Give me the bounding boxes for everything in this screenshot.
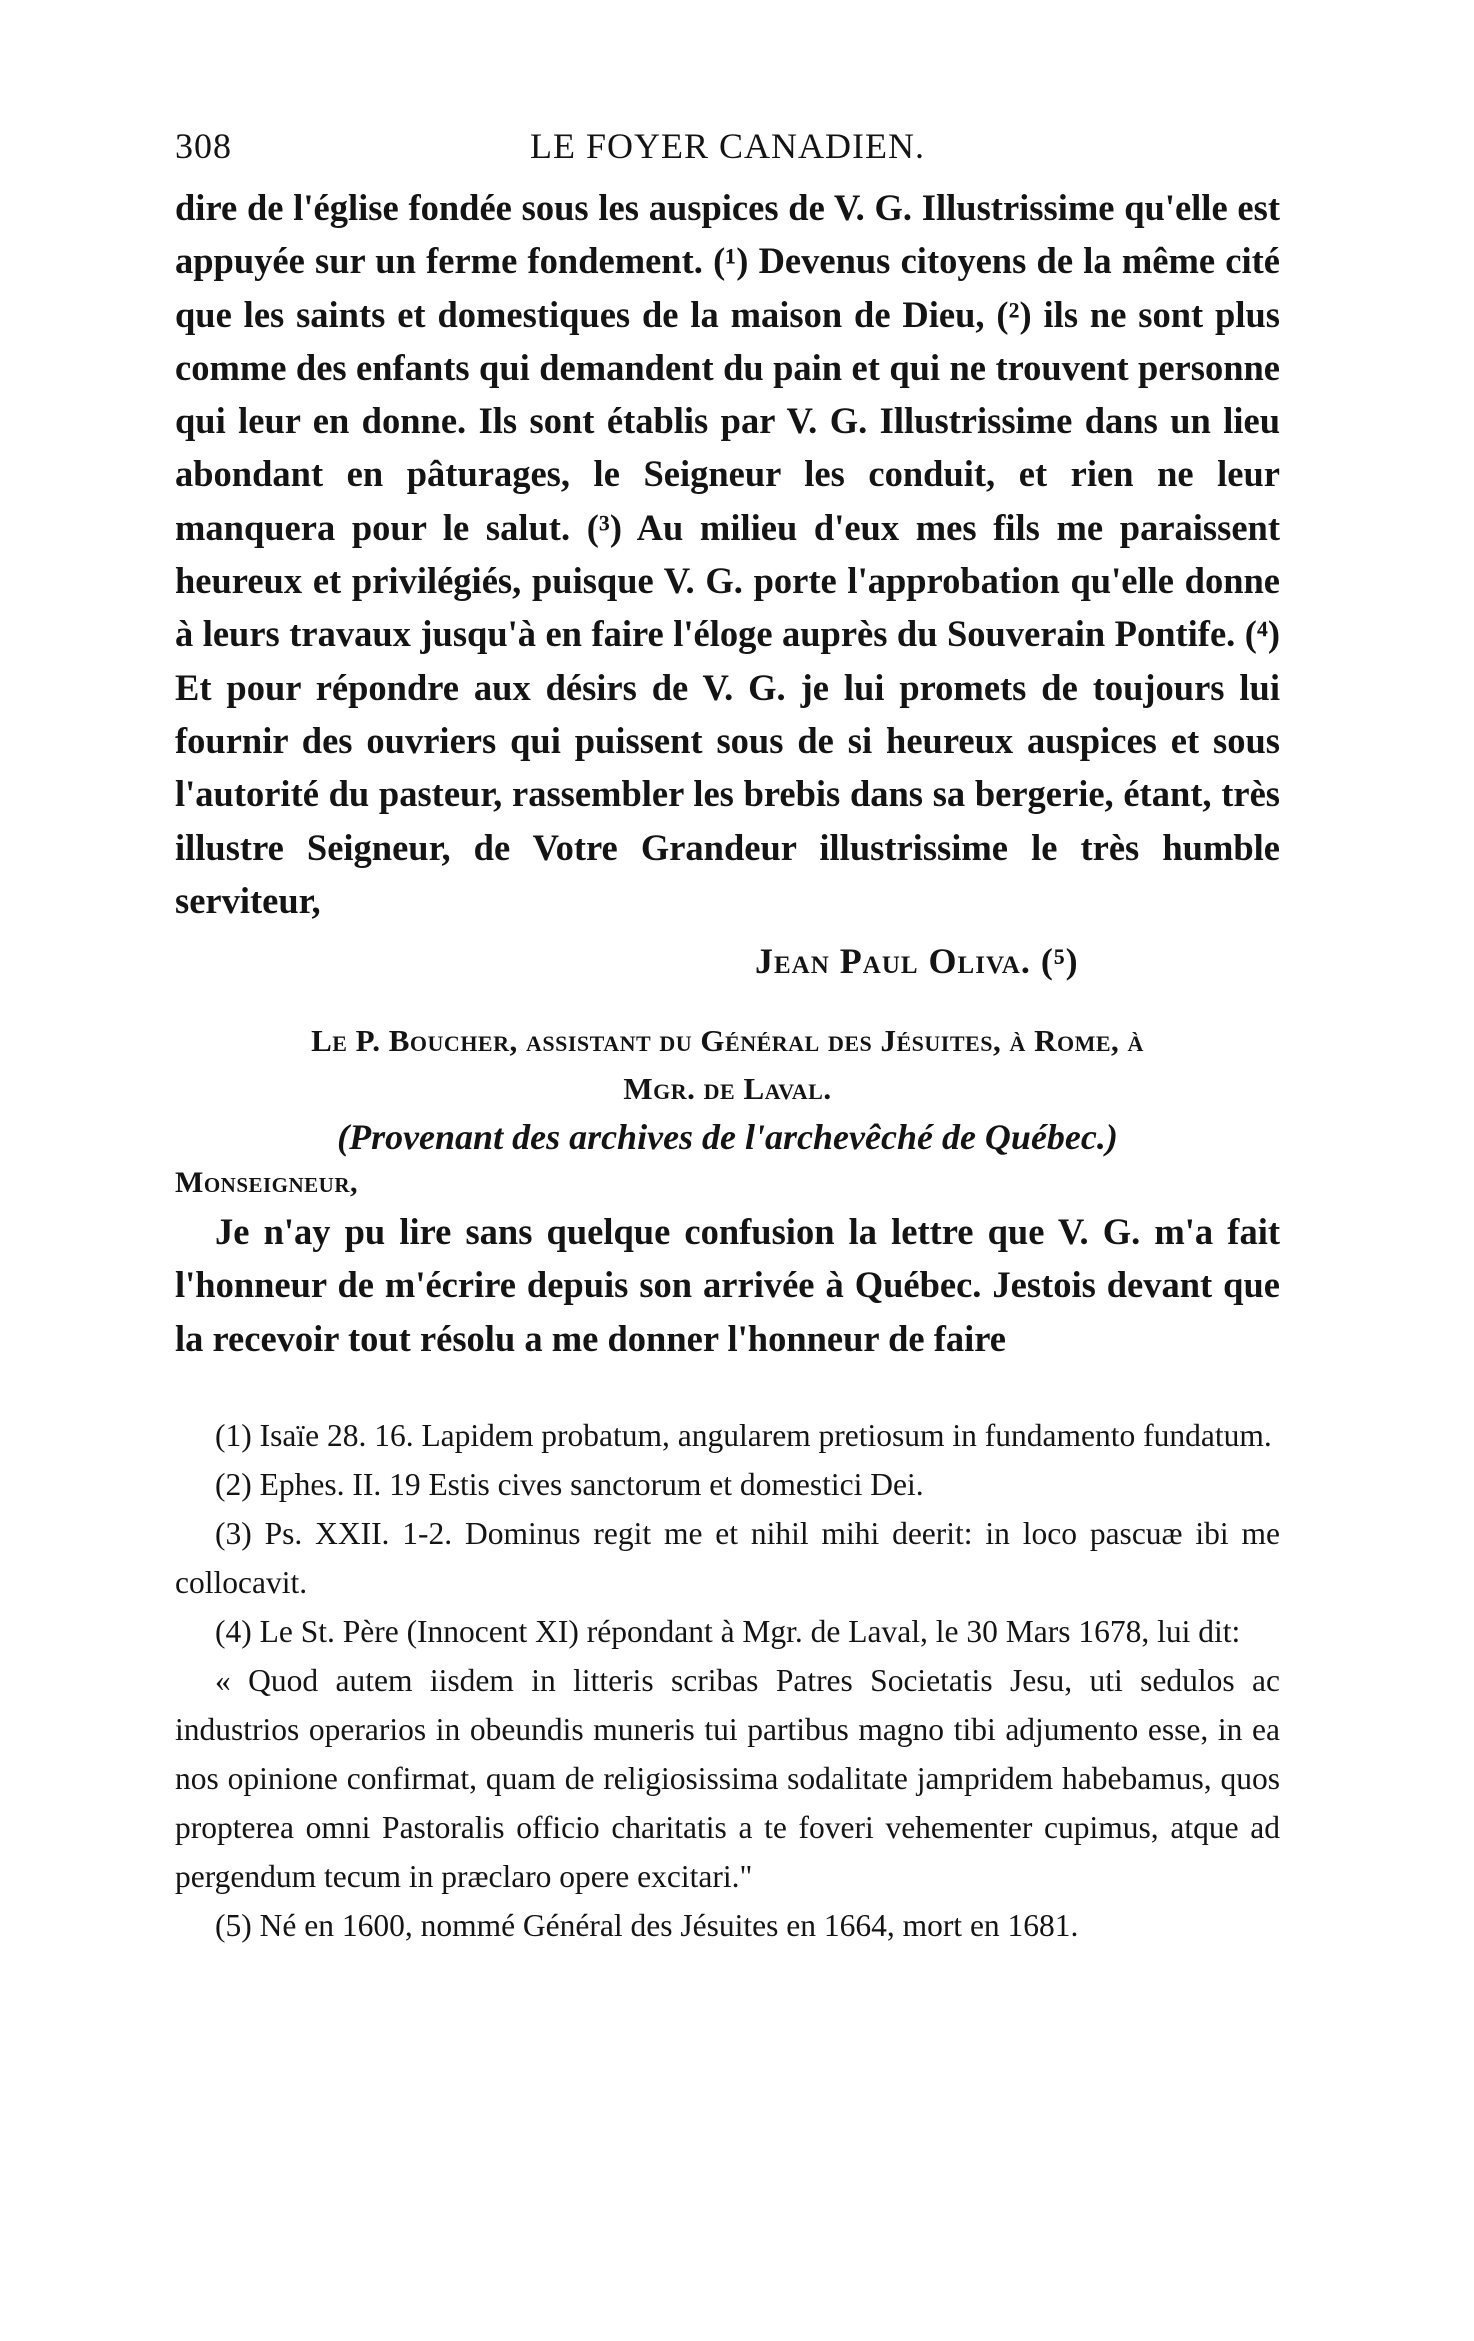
footnote-5: (5) Né en 1600, nommé Général des Jésuites en 1664, mort en 1681. — [215, 1908, 1079, 1944]
running-title: LE FOYER CANADIEN. — [530, 126, 925, 166]
signature-oliva: Jean Paul Oliva. (⁵) — [755, 941, 1079, 982]
letter-boucher — [175, 1205, 1280, 1365]
footnote-1: (1) Isaïe 28. 16. Lapidem probatum, angularem pretiosum in fundamento fundatum. — [215, 1418, 1272, 1454]
footnotes — [175, 1411, 1280, 1950]
book-page — [175, 125, 1280, 1950]
provenance-note: (Provenant des archives de l'archevêché de Québec.) — [337, 1117, 1118, 1158]
letter-heading-line-1: Le P. Boucher, assistant du Général des Jésuites, à Rome, à — [311, 1023, 1144, 1059]
page-number: 308 — [175, 126, 232, 166]
letter-boucher-paragraph: Je n'ay pu lire sans quelque confusion la lettre que V. G. m'a fait l'honneur de m'écrire depuis son arrivée à Québec. Jestois devant que la recevoir tout résolu a me donner l'honneur de faire — [175, 1211, 1280, 1359]
letter-heading — [175, 1017, 1280, 1113]
salutation: Monseigneur, — [175, 1166, 359, 1200]
footnote-4-quotation: « Quod autem iisdem in litteris scribas Patres Societatis Jesu, uti sedulos ac industrios operarios in obeundis muneris tui partibus magno tibi adjumento esse, in ea nos opinione confirmat, quam de religiosissima sodalitate jampridem habebamus, quos propterea omni Pastoralis officio charitatis a te foveri vehementer cupimus, atque ad pergendum tecum in præclaro opere excitari." — [175, 1663, 1280, 1895]
letter-oliva-paragraph: dire de l'église fondée sous les auspices de V. G. Illustrissime qu'elle est appuyée sur un ferme fondement. (¹) Devenus citoyens de la même cité que les saints et domestiques de la maison de Dieu, (²) ils ne sont plus comme des enfants qui demandent du pain et qui ne trouvent personne qui leur en donne. Ils sont établis par V. G. Illustrissime dans un lieu abondant en pâturages, le Seigneur les conduit, et rien ne leur manquera pour le salut. (³) Au milieu d'eux mes fils me paraissent heureux et privilégiés, puisque V. G. porte l'approbation qu'elle donne à leurs travaux jusqu'à en faire l'éloge auprès du Souverain Pontife. (⁴) Et pour répondre aux désirs de V. G. je lui promets de toujours lui fournir des ouvriers qui puissent sous de si heureux auspices et sous l'autorité du pasteur, rassembler les brebis dans sa bergerie, étant, très illustre Seigneur, de Votre Grandeur illustrissime le très humble serviteur, — [175, 187, 1280, 921]
footnote-3: (3) Ps. XXII. 1-2. Dominus regit me et nihil mihi deerit: in loco pascuæ ibi me collocavit. — [175, 1516, 1280, 1601]
footnote-2: (2) Ephes. II. 19 Estis cives sanctorum et domestici Dei. — [215, 1467, 924, 1503]
letter-heading-line-2: Mgr. de Laval. — [623, 1071, 832, 1107]
running-header — [175, 125, 1280, 181]
letter-oliva-continuation — [175, 181, 1280, 927]
footnote-4: (4) Le St. Père (Innocent XI) répondant à Mgr. de Laval, le 30 Mars 1678, lui dit: — [215, 1614, 1241, 1650]
